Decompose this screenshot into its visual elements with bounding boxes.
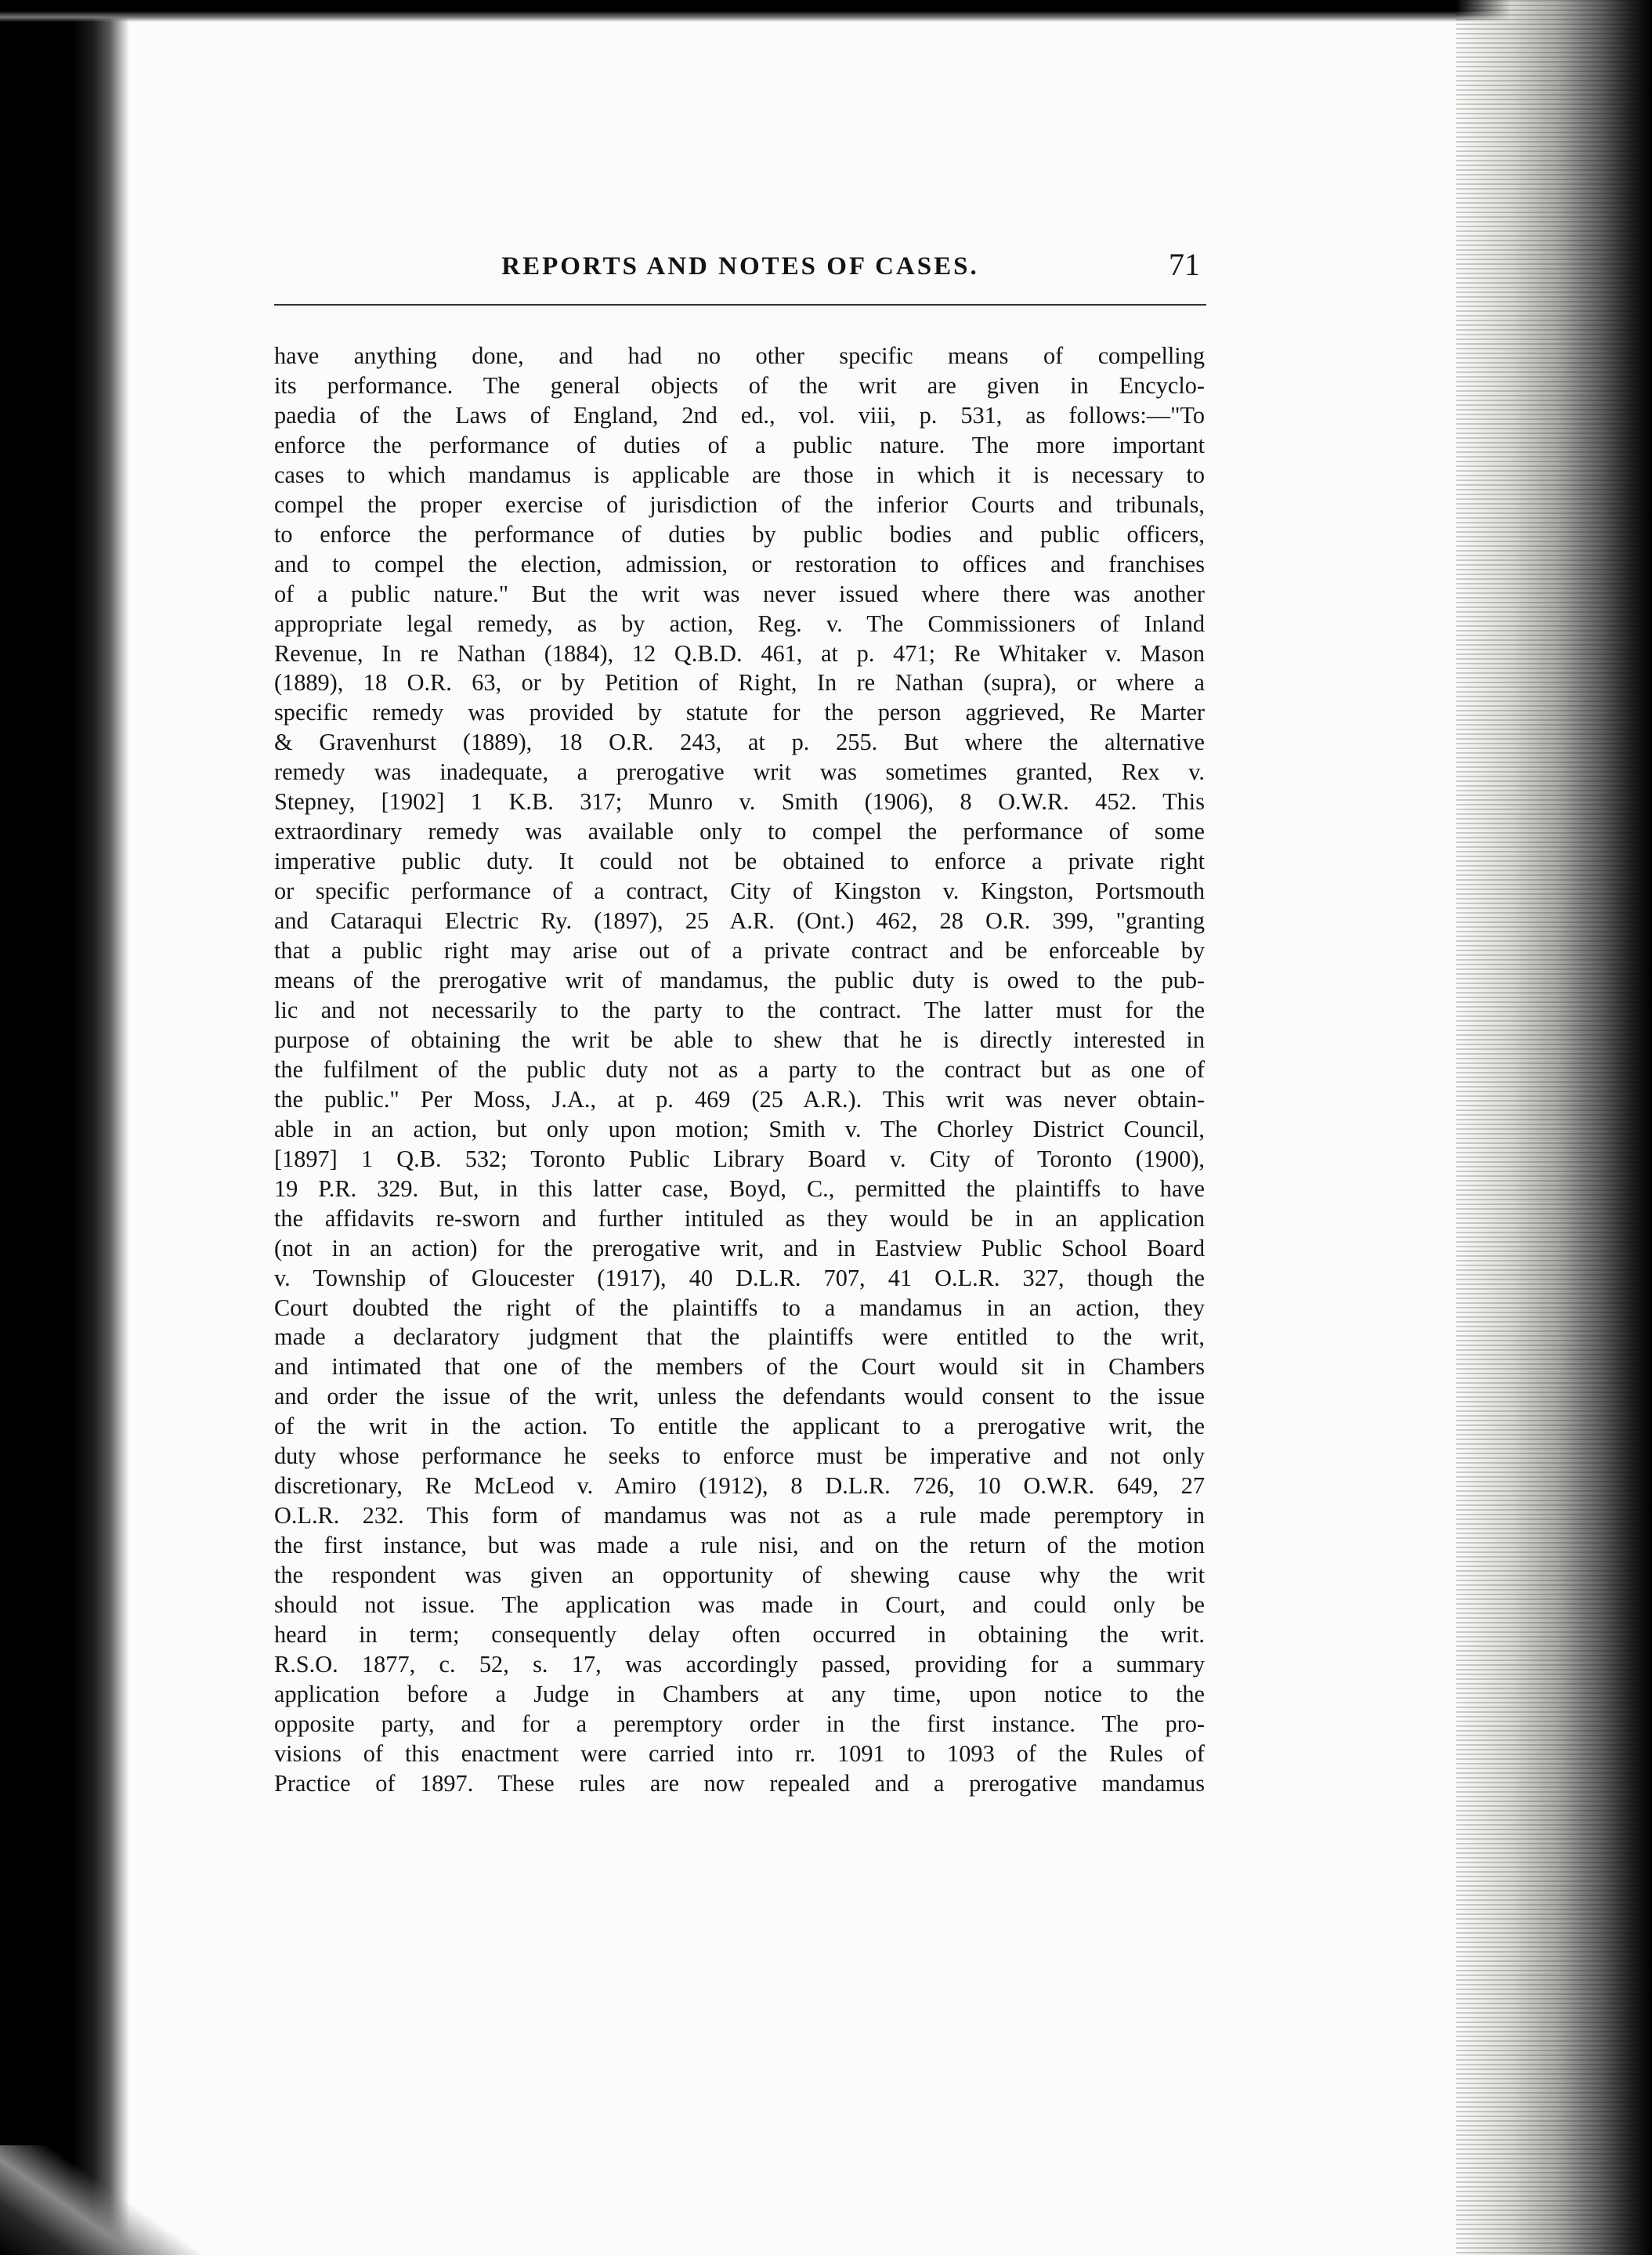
body-line: & Gravenhurst (1889), 18 O.R. 243, at p. 255. But where the alternative <box>274 729 1205 756</box>
body-line: visions of this enactment were carried into rr. 1091 to 1093 of the Rules of <box>274 1739 1205 1767</box>
body-line: Practice of 1897. These rules are now repealed and a prerogative mandamus <box>274 1769 1205 1797</box>
body-line: the fulfilment of the public duty not as a party to the contract but as one of <box>274 1055 1205 1083</box>
body-line: and order the issue of the writ, unless the defendants would consent to the issue <box>274 1383 1205 1410</box>
body-line: R.S.O. 1877, c. 52, s. 17, was accordingly passed, providing for a summary <box>274 1650 1205 1678</box>
body-line: specific remedy was provided by statute for the person aggrieved, Re Marter <box>274 699 1205 726</box>
body-line: Court doubted the right of the plaintiffs to a mandamus in an action, they <box>274 1294 1205 1321</box>
scan-shadow-top <box>0 0 1652 22</box>
body-line: paedia of the Laws of England, 2nd ed., vol. viii, p. 531, as follows:—"To <box>274 401 1205 429</box>
running-head-title: REPORTS AND NOTES OF CASES. <box>501 252 979 281</box>
body-line: opposite party, and for a peremptory order in the first instance. The pro- <box>274 1710 1205 1737</box>
body-line: or specific performance of a contract, City of Kingston v. Kingston, Portsmouth <box>274 878 1205 905</box>
scan-shadow-bottom-left <box>0 2145 258 2255</box>
body-line: [1897] 1 Q.B. 532; Toronto Public Library Board v. City of Toronto (1900), <box>274 1145 1205 1172</box>
body-line: the first instance, but was made a rule nisi, and on the return of the motion <box>274 1532 1205 1559</box>
body-line: purpose of obtaining the writ be able to shew that he is directly interested in <box>274 1026 1205 1053</box>
body-line: Revenue, In re Nathan (1884), 12 Q.B.D. 461, at p. 471; Re Whitaker v. Mason <box>274 639 1205 667</box>
body-line: of a public nature." But the writ was never issued where there was another <box>274 580 1205 607</box>
body-line: Stepney, [1902] 1 K.B. 317; Munro v. Smith (1906), 8 O.W.R. 452. This <box>274 788 1205 816</box>
body-line: made a declaratory judgment that the plaintiffs were entitled to the writ, <box>274 1323 1205 1351</box>
body-line: extraordinary remedy was available only to compel the performance of some <box>274 818 1205 845</box>
body-line: that a public right may arise out of a private contract and be enforceable by <box>274 937 1205 965</box>
body-line: application before a Judge in Chambers at any time, upon notice to the <box>274 1680 1205 1707</box>
body-line: to enforce the performance of duties by public bodies and public officers, <box>274 520 1205 548</box>
body-line: the respondent was given an opportunity of shewing cause why the writ <box>274 1562 1205 1589</box>
body-line: O.L.R. 232. This form of mandamus was not as a rule made peremptory in <box>274 1502 1205 1529</box>
body-text <box>274 342 1205 1799</box>
body-line: and to compel the election, admission, or restoration to offices and franchises <box>274 550 1205 577</box>
running-head <box>274 247 1206 304</box>
body-line: (1889), 18 O.R. 63, or by Petition of Right, In re Nathan (supra), or where a <box>274 669 1205 697</box>
body-line: duty whose performance he seeks to enforce must be imperative and not only <box>274 1442 1205 1470</box>
body-line: appropriate legal remedy, as by action, Reg. v. The Commissioners of Inland <box>274 610 1205 637</box>
body-line: (not in an action) for the prerogative writ, and in Eastview Public School Board <box>274 1234 1205 1261</box>
body-line: and intimated that one of the members of the Court would sit in Chambers <box>274 1353 1205 1381</box>
body-line: remedy was inadequate, a prerogative writ was sometimes granted, Rex v. <box>274 758 1205 786</box>
body-line: lic and not necessarily to the party to the contract. The latter must for the <box>274 996 1205 1023</box>
body-line: enforce the performance of duties of a public nature. The more important <box>274 431 1205 458</box>
body-line: its performance. The general objects of the writ are given in Encyclo- <box>274 371 1205 399</box>
body-line: means of the prerogative writ of mandamus, the public duty is owed to the pub- <box>274 967 1205 994</box>
body-line: the public." Per Moss, J.A., at p. 469 (25 A.R.). This writ was never obtain- <box>274 1085 1205 1113</box>
scan-shadow-left <box>0 0 129 2255</box>
body-line: v. Township of Gloucester (1917), 40 D.L.R. 707, 41 O.L.R. 327, though the <box>274 1264 1205 1291</box>
page-number: 71 <box>1169 247 1200 282</box>
body-line: discretionary, Re McLeod v. Amiro (1912), 8 D.L.R. 726, 10 O.W.R. 649, 27 <box>274 1472 1205 1500</box>
body-line: imperative public duty. It could not be obtained to enforce a private right <box>274 848 1205 875</box>
body-line: able in an action, but only upon motion; Smith v. The Chorley District Council, <box>274 1115 1205 1142</box>
body-line: cases to which mandamus is applicable are those in which it is necessary to <box>274 461 1205 488</box>
body-line: should not issue. The application was made in Court, and could only be <box>274 1591 1205 1619</box>
body-line: compel the proper exercise of jurisdiction of the inferior Courts and tribunals, <box>274 490 1205 518</box>
body-line: and Cataraqui Electric Ry. (1897), 25 A.R. (Ont.) 462, 28 O.R. 399, "granting <box>274 907 1205 935</box>
body-line: the affidavits re-sworn and further intituled as they would be in an application <box>274 1204 1205 1232</box>
running-head-rule <box>274 304 1206 306</box>
body-line: have anything done, and had no other specific means of compelling <box>274 342 1205 369</box>
body-line: 19 P.R. 329. But, in this latter case, Boyd, C., permitted the plaintiffs to have <box>274 1175 1205 1202</box>
scan-shadow-right <box>1456 0 1652 2255</box>
body-line: heard in term; consequently delay often occurred in obtaining the writ. <box>274 1620 1205 1648</box>
body-line: of the writ in the action. To entitle the applicant to a prerogative writ, the <box>274 1413 1205 1440</box>
